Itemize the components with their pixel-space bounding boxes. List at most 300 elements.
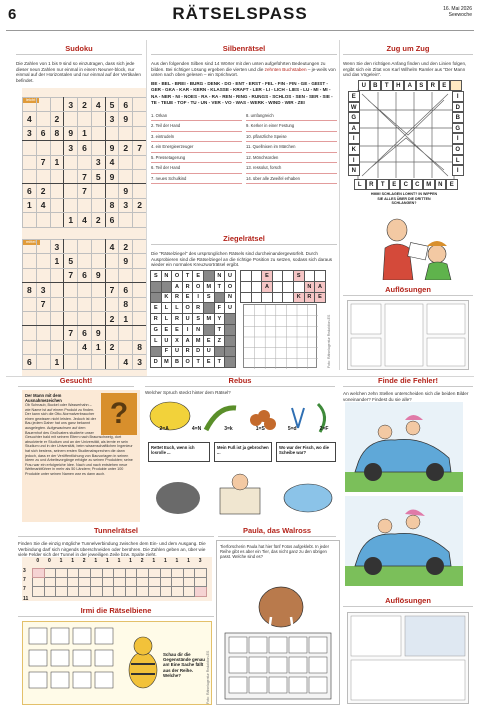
ziegel-cell[interactable]: T (214, 357, 225, 368)
sudoku-cell[interactable]: 6 (119, 283, 133, 297)
sudoku-cell[interactable]: 4 (78, 213, 92, 227)
tunnel-cell[interactable] (195, 578, 207, 587)
sudoku-cell[interactable] (50, 213, 64, 227)
sudoku-cell[interactable] (133, 126, 147, 140)
tunnel-cell[interactable] (183, 578, 195, 587)
sudoku-cell[interactable]: 6 (78, 268, 92, 282)
sudoku-cell[interactable] (133, 311, 147, 325)
tunnel-cell[interactable] (172, 569, 184, 578)
sudoku-cell[interactable]: 3 (64, 98, 78, 112)
sudoku-cell[interactable] (133, 112, 147, 126)
ziegel-cell[interactable]: Z (214, 335, 225, 346)
ziegel-cell[interactable]: S (203, 292, 214, 303)
sudoku-cell[interactable] (91, 240, 105, 254)
sudoku-cell[interactable]: 8 (119, 297, 133, 311)
sudoku-cell[interactable]: 3 (105, 112, 119, 126)
ziegel-cell[interactable]: F (161, 346, 172, 357)
sudoku-cell[interactable]: 8 (105, 198, 119, 212)
sudoku-cell[interactable] (23, 141, 37, 155)
sudoku-cell[interactable] (64, 297, 78, 311)
sudoku-cell[interactable] (50, 326, 64, 340)
tunnel-cell[interactable] (90, 578, 102, 587)
sudoku-cell[interactable]: 2 (105, 311, 119, 325)
sudoku-cell[interactable] (36, 213, 50, 227)
sudoku-cell[interactable] (50, 184, 64, 198)
ziegel-cell[interactable]: A (262, 281, 273, 292)
sudoku-cell[interactable] (91, 141, 105, 155)
sudoku-cell[interactable]: 2 (36, 184, 50, 198)
sudoku-cell[interactable] (133, 98, 147, 112)
tunnel-cell[interactable] (102, 578, 114, 587)
ziegel-cell[interactable]: T (214, 324, 225, 335)
ziegel-cell[interactable]: E (172, 324, 183, 335)
sudoku-cell[interactable] (64, 340, 78, 354)
sudoku-cell[interactable]: 7 (64, 268, 78, 282)
sudoku-cell[interactable] (133, 169, 147, 183)
ziegel-cell[interactable]: N (304, 281, 315, 292)
sudoku-cell[interactable] (78, 355, 92, 369)
silben-clue[interactable]: 3. eintrudeln (151, 132, 242, 143)
sudoku-cell[interactable] (105, 355, 119, 369)
sudoku-cell[interactable] (36, 112, 50, 126)
ziegel-cell[interactable]: E (203, 357, 214, 368)
ziegel-cell[interactable] (241, 281, 252, 292)
sudoku-cell[interactable]: 3 (91, 155, 105, 169)
sudoku-cell[interactable] (91, 297, 105, 311)
tunnel-cell[interactable] (137, 569, 149, 578)
sudoku-cell[interactable]: 4 (119, 355, 133, 369)
ziegel-cell[interactable]: U (161, 335, 172, 346)
ziegel-cell[interactable]: R (172, 292, 183, 303)
ziegel-cell[interactable] (272, 271, 283, 282)
sudoku-cell[interactable]: 7 (36, 297, 50, 311)
ziegel-cell[interactable] (225, 357, 236, 368)
ziegel-cell[interactable] (315, 271, 326, 282)
ziegel-cell[interactable] (161, 281, 172, 292)
ziegel-cell[interactable] (283, 281, 294, 292)
tunnel-cell[interactable] (137, 578, 149, 587)
sudoku-cell[interactable]: 1 (23, 198, 37, 212)
ziegel-cell[interactable]: M (203, 314, 214, 325)
sudoku-cell[interactable]: 9 (119, 184, 133, 198)
sudoku-cell[interactable] (133, 213, 147, 227)
tunnel-cell[interactable] (67, 587, 79, 596)
sudoku-cell[interactable]: 1 (91, 340, 105, 354)
ziegel-cell[interactable]: O (225, 281, 236, 292)
sudoku-cell[interactable]: 4 (91, 98, 105, 112)
sudoku-cell[interactable] (105, 326, 119, 340)
sudoku-cell[interactable] (36, 326, 50, 340)
sudoku-cell[interactable]: 9 (91, 268, 105, 282)
ziegel-cell[interactable] (241, 271, 252, 282)
ziegel-cell[interactable]: S (151, 271, 162, 282)
tunnel-cell[interactable] (90, 569, 102, 578)
ziegel-cell[interactable]: E (161, 324, 172, 335)
tunnel-cell[interactable] (125, 578, 137, 587)
ziegel-cell[interactable]: O (172, 271, 183, 282)
tunnel-cell[interactable] (33, 569, 45, 578)
sudoku-cell[interactable]: 9 (64, 126, 78, 140)
silben-clue[interactable]: 6. Teil der Hand (151, 163, 242, 174)
ziegel-cell[interactable]: U (225, 303, 236, 314)
sudoku-cell[interactable] (78, 112, 92, 126)
ziegel-cell[interactable]: E (262, 271, 273, 282)
tunnel-grid[interactable] (32, 568, 207, 597)
tunnel-cell[interactable] (160, 578, 172, 587)
sudoku-cell[interactable]: 9 (91, 326, 105, 340)
sudoku-cell[interactable] (78, 297, 92, 311)
sudoku-cell[interactable]: 2 (78, 98, 92, 112)
sudoku-cell[interactable]: 7 (105, 283, 119, 297)
tunnel-cell[interactable] (137, 587, 149, 596)
ziegel-cell[interactable]: R (182, 346, 193, 357)
ziegel-cell[interactable] (272, 281, 283, 292)
sudoku-cell[interactable] (133, 254, 147, 268)
ziegel-cell[interactable]: T (214, 281, 225, 292)
ziegel-cell[interactable]: M (203, 281, 214, 292)
sudoku-cell[interactable]: 4 (36, 198, 50, 212)
sudoku-cell[interactable]: 7 (64, 326, 78, 340)
sudoku-cell[interactable] (78, 311, 92, 325)
sudoku-cell[interactable] (36, 254, 50, 268)
sudoku-cell[interactable] (50, 169, 64, 183)
sudoku-cell[interactable] (50, 98, 64, 112)
sudoku-cell[interactable] (133, 283, 147, 297)
ziegel-cell[interactable]: S (193, 314, 204, 325)
ziegel-grid-right[interactable] (240, 270, 326, 303)
silben-clue[interactable]: 11. Quellnixen im Märchen (246, 142, 337, 153)
sudoku-cell[interactable]: 4 (23, 112, 37, 126)
sudoku-cell[interactable] (119, 213, 133, 227)
ziegel-cell[interactable]: D (193, 346, 204, 357)
sudoku-cell[interactable] (23, 169, 37, 183)
sudoku-cell[interactable] (23, 240, 37, 254)
ziegel-cell[interactable] (151, 292, 162, 303)
sudoku-cell[interactable] (23, 297, 37, 311)
ziegel-cell[interactable] (214, 292, 225, 303)
sudoku-cell[interactable] (105, 268, 119, 282)
sudoku-cell[interactable]: 9 (119, 254, 133, 268)
sudoku-cell[interactable] (23, 213, 37, 227)
silben-clue[interactable]: 5. Pressetagerung (151, 153, 242, 164)
sudoku-cell[interactable]: 4 (78, 340, 92, 354)
sudoku-cell[interactable] (50, 283, 64, 297)
sudoku-cell[interactable] (91, 112, 105, 126)
tunnel-cell[interactable] (33, 587, 45, 596)
tunnel-cell[interactable] (172, 587, 184, 596)
sudoku-cell[interactable] (36, 240, 50, 254)
ziegel-cell[interactable] (151, 281, 162, 292)
sudoku-cell[interactable] (119, 169, 133, 183)
ziegel-cell[interactable]: S (293, 271, 304, 282)
tunnel-cell[interactable] (125, 569, 137, 578)
sudoku-cell[interactable] (119, 268, 133, 282)
sudoku-cell[interactable] (50, 268, 64, 282)
ziegel-cell[interactable] (293, 281, 304, 292)
ziegel-cell[interactable]: E (193, 271, 204, 282)
sudoku-cell[interactable]: 6 (105, 213, 119, 227)
ziegel-cell[interactable]: O (193, 281, 204, 292)
tunnel-cell[interactable] (79, 569, 91, 578)
ziegel-cell[interactable]: G (151, 324, 162, 335)
sudoku-cell[interactable] (36, 98, 50, 112)
ziegel-cell[interactable]: E (203, 335, 214, 346)
tunnel-cell[interactable] (160, 569, 172, 578)
ziegel-cell[interactable]: F (214, 303, 225, 314)
sudoku-cell[interactable] (36, 169, 50, 183)
sudoku-cell[interactable] (64, 283, 78, 297)
sudoku-cell[interactable] (64, 240, 78, 254)
ziegel-cell[interactable] (203, 303, 214, 314)
ziegel-cell[interactable]: E (182, 292, 193, 303)
tunnel-cell[interactable] (44, 587, 56, 596)
sudoku-cell[interactable]: 2 (119, 141, 133, 155)
sudoku-cell[interactable] (64, 112, 78, 126)
silben-clue[interactable]: 9. Kerker in einer Festung (246, 121, 337, 132)
sudoku-cell[interactable] (36, 340, 50, 354)
sudoku-cell[interactable] (91, 283, 105, 297)
tunnel-cell[interactable] (67, 578, 79, 587)
tunnel-cell[interactable] (114, 569, 126, 578)
ziegel-cell[interactable] (283, 292, 294, 303)
ziegel-cell[interactable]: I (182, 324, 193, 335)
ziegel-cell[interactable]: U (182, 314, 193, 325)
tunnel-cell[interactable] (172, 578, 184, 587)
ziegel-cell[interactable] (251, 281, 262, 292)
sudoku-cell[interactable] (50, 311, 64, 325)
ziegel-cell[interactable] (251, 271, 262, 282)
sudoku-cell[interactable] (23, 268, 37, 282)
sudoku-cell[interactable] (78, 254, 92, 268)
sudoku-cell[interactable]: 1 (50, 155, 64, 169)
sudoku-cell[interactable] (50, 297, 64, 311)
fehler-image-2[interactable] (345, 496, 463, 586)
sudoku-cell[interactable] (91, 311, 105, 325)
sudoku-cell[interactable] (23, 155, 37, 169)
ziegel-cell[interactable]: R (151, 314, 162, 325)
sudoku-cell[interactable]: 3 (133, 355, 147, 369)
sudoku-cell[interactable] (50, 340, 64, 354)
ziegel-cell[interactable]: M (193, 335, 204, 346)
tunnel-cell[interactable] (102, 587, 114, 596)
sudoku-cell[interactable]: 3 (119, 198, 133, 212)
silben-clue[interactable]: 7. neues Schulkind (151, 174, 242, 185)
ziegel-cell[interactable]: K (293, 292, 304, 303)
sudoku-cell[interactable] (36, 311, 50, 325)
ziegel-cell[interactable] (225, 314, 236, 325)
ziegel-cell[interactable]: O (182, 303, 193, 314)
silben-clue[interactable]: 8. umfangreich (246, 111, 337, 122)
ziegel-cell[interactable] (272, 292, 283, 303)
sudoku-cell[interactable]: 8 (23, 283, 37, 297)
sudoku-1-grid[interactable] (22, 97, 147, 228)
tunnel-cell[interactable] (183, 587, 195, 596)
sudoku-cell[interactable] (105, 297, 119, 311)
sudoku-cell[interactable]: 7 (78, 169, 92, 183)
sudoku-cell[interactable] (105, 254, 119, 268)
sudoku-cell[interactable]: 1 (78, 126, 92, 140)
ziegel-cell[interactable]: T (193, 357, 204, 368)
tunnel-cell[interactable] (195, 587, 207, 596)
sudoku-cell[interactable] (64, 311, 78, 325)
tunnel-cell[interactable] (148, 578, 160, 587)
tunnel-cell[interactable] (67, 569, 79, 578)
ziegel-cell[interactable]: N (161, 271, 172, 282)
sudoku-2-grid[interactable] (22, 239, 147, 370)
ziegel-cell[interactable] (262, 292, 273, 303)
tunnel-cell[interactable] (33, 578, 45, 587)
tunnel-cell[interactable] (183, 569, 195, 578)
sudoku-cell[interactable] (119, 155, 133, 169)
silben-clue[interactable]: 10. pflanzliche Speise (246, 132, 337, 143)
sudoku-cell[interactable] (91, 355, 105, 369)
ziegel-cell[interactable]: L (172, 303, 183, 314)
tunnel-cell[interactable] (160, 587, 172, 596)
sudoku-cell[interactable] (133, 268, 147, 282)
tunnel-cell[interactable] (114, 587, 126, 596)
tunnel-cell[interactable] (44, 578, 56, 587)
ziegel-cell[interactable] (203, 271, 214, 282)
sudoku-cell[interactable] (91, 254, 105, 268)
ziegel-cell[interactable]: N (214, 271, 225, 282)
ziegel-grid-left[interactable] (150, 270, 236, 368)
sudoku-cell[interactable]: 2 (91, 213, 105, 227)
tunnel-cell[interactable] (56, 587, 68, 596)
sudoku-cell[interactable]: 2 (133, 198, 147, 212)
ziegel-cell[interactable] (151, 346, 162, 357)
ziegel-cell[interactable]: U (225, 271, 236, 282)
ziegel-cell[interactable] (304, 271, 315, 282)
sudoku-cell[interactable] (78, 240, 92, 254)
ziegel-cell[interactable]: M (161, 357, 172, 368)
ziegel-cell[interactable]: N (193, 324, 204, 335)
sudoku-cell[interactable]: 6 (36, 126, 50, 140)
zug-grid[interactable] (348, 80, 464, 190)
silben-clue[interactable]: 13. ressolut, forsch (246, 163, 337, 174)
sudoku-cell[interactable] (64, 169, 78, 183)
sudoku-cell[interactable] (119, 340, 133, 354)
sudoku-cell[interactable]: 1 (64, 213, 78, 227)
tunnel-cell[interactable] (44, 569, 56, 578)
ziegel-cell[interactable]: R (182, 281, 193, 292)
sudoku-cell[interactable]: 5 (91, 169, 105, 183)
sudoku-cell[interactable] (50, 198, 64, 212)
sudoku-cell[interactable]: 6 (119, 98, 133, 112)
sudoku-cell[interactable] (133, 297, 147, 311)
sudoku-cell[interactable] (64, 355, 78, 369)
tunnel-cell[interactable] (102, 569, 114, 578)
silben-clue[interactable]: 12. Mönchsorden (246, 153, 337, 164)
ziegel-cell[interactable]: U (172, 346, 183, 357)
sudoku-cell[interactable]: 1 (50, 355, 64, 369)
sudoku-cell[interactable] (23, 254, 37, 268)
ziegel-cell[interactable]: E (315, 292, 326, 303)
ziegel-cell[interactable] (225, 335, 236, 346)
sudoku-cell[interactable] (64, 155, 78, 169)
ziegel-cell[interactable]: A (182, 335, 193, 346)
ziegel-cell[interactable]: R (172, 314, 183, 325)
sudoku-cell[interactable]: 2 (50, 112, 64, 126)
sudoku-cell[interactable]: 3 (23, 126, 37, 140)
sudoku-cell[interactable] (133, 326, 147, 340)
sudoku-cell[interactable]: 3 (50, 240, 64, 254)
sudoku-cell[interactable] (36, 355, 50, 369)
tunnel-cell[interactable] (90, 587, 102, 596)
sudoku-cell[interactable]: 4 (105, 155, 119, 169)
sudoku-cell[interactable]: 9 (119, 112, 133, 126)
sudoku-cell[interactable]: 6 (78, 141, 92, 155)
sudoku-cell[interactable] (36, 141, 50, 155)
ziegel-cell[interactable]: L (151, 335, 162, 346)
tunnel-cell[interactable] (79, 587, 91, 596)
ziegel-cell[interactable] (283, 271, 294, 282)
silben-clue[interactable]: 2. Teil der Hand (151, 121, 242, 132)
sudoku-cell[interactable]: 1 (50, 254, 64, 268)
sudoku-cell[interactable] (119, 126, 133, 140)
sudoku-cell[interactable]: 5 (105, 98, 119, 112)
ziegel-cell[interactable]: L (161, 303, 172, 314)
ziegel-cell[interactable]: D (151, 357, 162, 368)
ziegel-cell[interactable]: N (225, 292, 236, 303)
sudoku-cell[interactable] (91, 184, 105, 198)
ziegel-cell[interactable]: A (315, 281, 326, 292)
sudoku-cell[interactable]: 2 (119, 240, 133, 254)
tunnel-cell[interactable] (114, 578, 126, 587)
sudoku-cell[interactable] (23, 98, 37, 112)
sudoku-cell[interactable]: 9 (105, 169, 119, 183)
sudoku-cell[interactable] (78, 155, 92, 169)
ziegel-cell[interactable]: K (161, 292, 172, 303)
sudoku-cell[interactable]: 3 (36, 283, 50, 297)
sudoku-cell[interactable]: 8 (50, 126, 64, 140)
sudoku-cell[interactable] (105, 126, 119, 140)
sudoku-cell[interactable] (78, 198, 92, 212)
sudoku-cell[interactable]: 5 (64, 254, 78, 268)
sudoku-cell[interactable] (91, 198, 105, 212)
sudoku-cell[interactable] (119, 326, 133, 340)
silben-clue[interactable]: 1. Orkan (151, 111, 242, 122)
ziegel-cell[interactable]: I (193, 292, 204, 303)
sudoku-cell[interactable] (91, 126, 105, 140)
sudoku-cell[interactable]: 9 (105, 141, 119, 155)
sudoku-cell[interactable]: 7 (133, 141, 147, 155)
tunnel-cell[interactable] (148, 587, 160, 596)
sudoku-cell[interactable]: 4 (105, 240, 119, 254)
sudoku-cell[interactable] (133, 240, 147, 254)
sudoku-cell[interactable] (36, 268, 50, 282)
sudoku-cell[interactable] (23, 326, 37, 340)
silben-clue[interactable]: 4. ein Energieerzeuger (151, 142, 242, 153)
ziegel-cell[interactable]: T (182, 271, 193, 282)
ziegel-empty-grid[interactable] (243, 304, 317, 368)
sudoku-cell[interactable] (105, 184, 119, 198)
sudoku-cell[interactable] (23, 340, 37, 354)
tunnel-cell[interactable] (56, 569, 68, 578)
ziegel-cell[interactable] (251, 292, 262, 303)
ziegel-cell[interactable]: R (304, 292, 315, 303)
sudoku-cell[interactable] (133, 155, 147, 169)
ziegel-cell[interactable]: R (193, 303, 204, 314)
sudoku-cell[interactable]: 6 (23, 355, 37, 369)
ziegel-cell[interactable] (225, 324, 236, 335)
ziegel-cell[interactable] (225, 346, 236, 357)
tunnel-cell[interactable] (148, 569, 160, 578)
sudoku-cell[interactable]: 7 (36, 155, 50, 169)
sudoku-cell[interactable] (64, 198, 78, 212)
sudoku-cell[interactable] (133, 184, 147, 198)
ziegel-cell[interactable]: Y (214, 314, 225, 325)
sudoku-cell[interactable]: 6 (23, 184, 37, 198)
